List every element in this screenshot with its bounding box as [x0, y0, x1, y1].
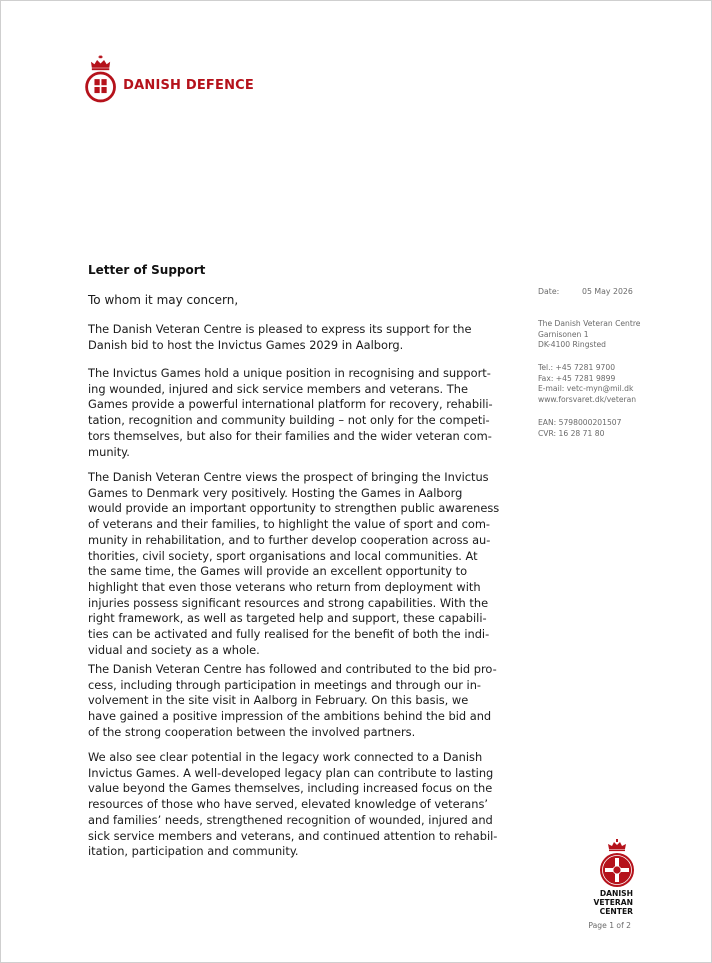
body-paragraph-5 — [88, 750, 513, 860]
identifier-line: CVR: 16 28 71 80 — [538, 428, 605, 438]
seal-text-line: DANISH — [599, 889, 633, 898]
paragraph-line: vidual and society as a whole. — [88, 642, 260, 657]
paragraph-line: highlight that even those veterans who return from deployment with — [88, 579, 481, 594]
letter-salutation: To whom it may concern, — [88, 293, 239, 307]
paragraph-line: Danish bid to host the Invictus Games 2029 in Aalborg. — [88, 337, 404, 352]
paragraph-line: right framework, as well as targeted help and support, these capabili- — [88, 611, 487, 626]
danish-defence-logo — [84, 51, 254, 109]
date-value: 05 May 2026 — [582, 287, 633, 296]
contact-line: E-mail: vetc-myn@mil.dk — [538, 384, 634, 394]
paragraph-line: thorities, civil society, sport organisations and local communities. At — [88, 548, 478, 563]
paragraph-line: munity. — [88, 444, 130, 459]
paragraph-line: The Invictus Games hold a unique position in recognising and support- — [88, 366, 491, 380]
paragraph-line: ties can be activated and fully realised for the benefit of both the indi- — [88, 627, 490, 642]
paragraph-line: injuries possess significant resources and strong capabilities. With the — [88, 595, 489, 610]
veteran-center-wordmark — [561, 889, 633, 916]
paragraph-line: The Danish Veteran Centre has followed and contributed to the bid pro- — [88, 662, 497, 676]
paragraph-line: We also see clear potential in the legacy work connected to a Danish — [88, 750, 483, 764]
paragraph-line: sick service members and veterans, and continued attention to rehabil- — [88, 828, 498, 843]
contact-line: Fax: +45 7281 9899 — [538, 373, 616, 383]
paragraph-line: of veterans and their families, to highlight the value of sport and com- — [88, 517, 491, 532]
paragraph-line: Games provide a powerful international platform for recovery, rehabili- — [88, 397, 493, 412]
paragraph-line: tors themselves, but also for their families and the wider veteran com- — [88, 428, 492, 443]
address-line: The Danish Veteran Centre — [538, 319, 641, 328]
body-paragraph-1 — [88, 322, 513, 353]
body-paragraph-4 — [88, 662, 513, 741]
veteran-center-seal-icon — [597, 839, 637, 889]
address-line: DK-4100 Ringsted — [538, 340, 606, 350]
paragraph-line: Invictus Games. A well-developed legacy plan can contribute to lasting — [88, 765, 494, 780]
date-label: Date: — [538, 287, 560, 296]
paragraph-line: Games to Denmark very positively. Hosting the Games in Aalborg — [88, 485, 463, 500]
crowned-shield-emblem-icon — [84, 52, 117, 108]
paragraph-line: tation, recognition and community building – not only for the competi- — [88, 413, 490, 428]
logo-wordmark: DANISH DEFENCE — [123, 77, 254, 93]
paragraph-line: of the strong cooperation between the involved partners. — [88, 724, 416, 739]
identifier-line: EAN: 5798000201507 — [538, 418, 622, 427]
page-number: Page 1 of 2 — [588, 921, 631, 930]
paragraph-line: cess, including through participation in meetings and through our in- — [88, 677, 482, 692]
paragraph-line: The Danish Veteran Centre is pleased to express its support for the — [88, 322, 472, 336]
letter-date — [538, 287, 633, 296]
letter-heading: Letter of Support — [88, 263, 206, 277]
paragraph-line: resources of those who have served, elevated knowledge of veterans’ — [88, 797, 489, 812]
body-paragraph-2 — [88, 366, 513, 460]
seal-text-line: VETERAN CENTER — [593, 898, 633, 916]
paragraph-line: volvement in the site visit in Aalborg in February. On this basis, we — [88, 693, 469, 708]
body-paragraph-3 — [88, 470, 513, 658]
paragraph-line: have gained a positive impression of the ambitions behind the bid and — [88, 709, 492, 724]
contact-line: Tel.: +45 7281 9700 — [538, 363, 616, 372]
paragraph-line: and families’ needs, strengthened recognition of wounded, injured and — [88, 812, 493, 827]
sender-contact — [538, 363, 688, 406]
paragraph-line: value beyond the Games themselves, including increased focus on the — [88, 781, 493, 796]
paragraph-line: ing wounded, injured and sick service members and veterans. The — [88, 381, 468, 396]
contact-line: www.forsvaret.dk/veteran — [538, 395, 637, 405]
sender-identifiers — [538, 418, 688, 439]
paragraph-line: munity in rehabilitation, and to further develop cooperation across au- — [88, 532, 491, 547]
paragraph-line: would provide an important opportunity to strengthen public awareness — [88, 501, 500, 516]
sender-address — [538, 319, 688, 351]
paragraph-line: itation, participation and community. — [88, 844, 299, 859]
paragraph-line: The Danish Veteran Centre views the prospect of bringing the Invictus — [88, 470, 489, 484]
address-line: Garnisonen 1 — [538, 329, 589, 339]
paragraph-line: the same time, the Games will provide an excellent opportunity to — [88, 564, 468, 579]
